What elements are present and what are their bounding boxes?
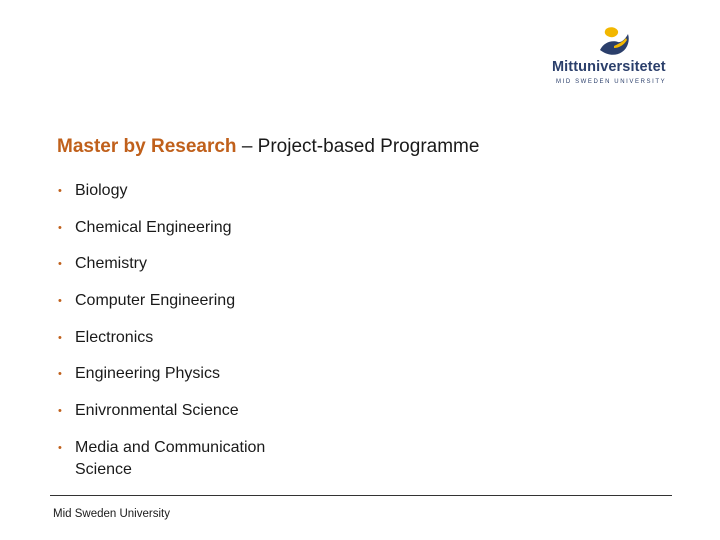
- list-item-label: Computer Engineering: [75, 292, 236, 310]
- bullet-icon: •: [58, 221, 62, 234]
- bullet-icon: •: [58, 185, 62, 197]
- list-item-label: Electronics: [75, 328, 154, 346]
- list-item-label: Chemical Engineering: [75, 218, 232, 236]
- mittuniversitetet-logo-icon: [596, 26, 632, 60]
- logo-wordmark: Mittuniversitetet: [552, 59, 666, 75]
- title-emphasis: Master by Research: [57, 136, 237, 157]
- list-item: [57, 400, 377, 437]
- list-item: [57, 327, 377, 364]
- list-item-label: Engineering Physics: [75, 365, 220, 383]
- bullet-icon: •: [58, 441, 62, 454]
- list-item: [57, 217, 377, 254]
- bullet-icon: •: [58, 331, 62, 344]
- logo-subtitle: MID SWEDEN UNIVERSITY: [556, 79, 667, 85]
- bullet-icon: •: [58, 258, 62, 271]
- list-item: [57, 363, 377, 400]
- list-item-label: Biology: [75, 182, 128, 199]
- title-rest: – Project-based Programme: [236, 136, 480, 157]
- list-item-label: Chemistry: [75, 255, 148, 273]
- programme-list: [57, 180, 377, 481]
- list-item-label: Enivronmental Science: [75, 402, 239, 420]
- university-logo: [552, 26, 682, 90]
- slide-title: [57, 136, 479, 158]
- bullet-icon: •: [58, 405, 62, 418]
- list-item: [57, 437, 315, 481]
- footer-divider: [50, 495, 672, 496]
- bullet-icon: •: [58, 295, 62, 308]
- footer-text: Mid Sweden University: [53, 508, 170, 520]
- bullet-icon: •: [58, 368, 62, 381]
- list-item: [57, 290, 377, 327]
- list-item: [57, 180, 377, 217]
- list-item-label: Media and Communication Science: [75, 438, 266, 478]
- list-item: [57, 253, 377, 290]
